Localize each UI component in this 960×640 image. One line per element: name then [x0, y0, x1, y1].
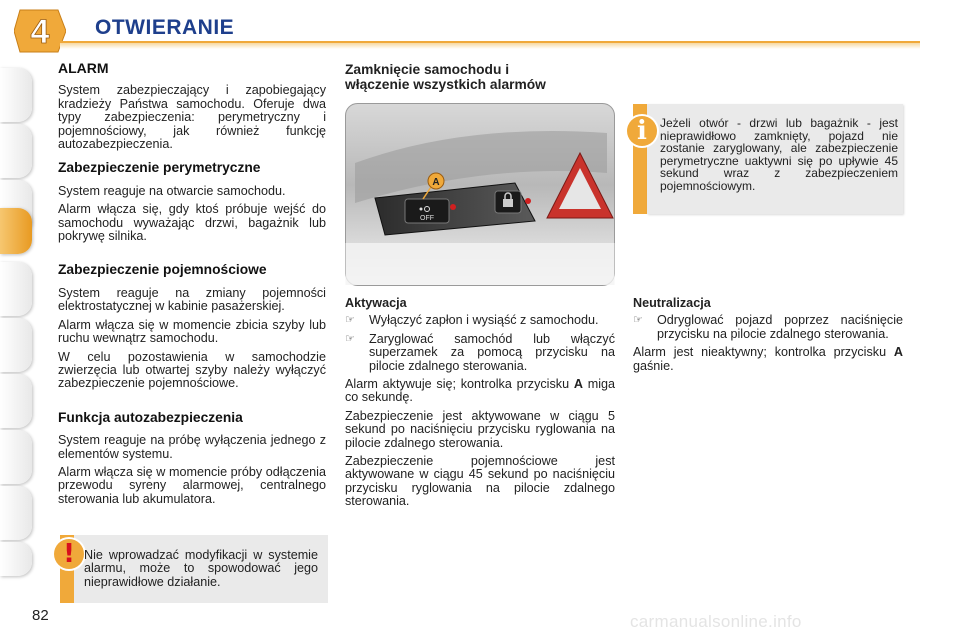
neutralization-heading: Neutralizacja [633, 296, 711, 310]
chapter-number-badge [14, 8, 66, 54]
activation-step-1-text: Wyłączyć zapłon i wysiąść z samochodu. [369, 313, 599, 328]
volumetric-text-3: W celu pozostawienia w samochodzie zwierzęcia lub otwartej szyby należy wyłączyć zabezpieczenie pojemnościowe. [58, 349, 326, 391]
autoprotect-text-1: System reaguje na próbę wyłączenia jednego z elementów systemu. [58, 433, 326, 461]
button-a-label: A [432, 177, 440, 188]
activation-status-text: Alarm aktywuje się; kontrolka przycisku A miga co sekundę. [345, 377, 616, 405]
warning-note [60, 535, 328, 603]
exclamation-icon: ! [54, 539, 84, 569]
lock-section-heading-line2: włączenie wszystkich alarmów [345, 77, 546, 92]
middle-column [345, 297, 615, 514]
chapter-number: 4 [30, 13, 50, 51]
chapter-tab-8[interactable] [0, 430, 32, 484]
off-label: OFF [420, 215, 434, 222]
chapter-tab-4-active[interactable] [0, 208, 32, 254]
autoprotect-heading: Funkcja autozabezpieczenia [58, 409, 243, 425]
activation-step-2 [345, 333, 615, 373]
info-text: Jeżeli otwór - drzwi lub bagażnik - jest nieprawidłowo zamknięty, pojazd nie zostanie zaryglowany, ale zabezpieczenie perymetryczne uaktywni się po upływie 45 sekund wraz z zabezpieczeniem pojemnościowym. [660, 116, 898, 193]
activation-step-2-text: Zaryglować samochód lub włączyć superzamek za pomocą przycisku na pilocie zdalnego sterowania. [369, 331, 615, 373]
volumetric-delay-text: Zabezpieczenie pojemnościowe jest aktywowane w ciągu 45 sekund po naciśnięciu przycisku ryglowania na pilocie zdalnego sterowania. [345, 454, 615, 509]
chapter-tab-6[interactable] [0, 318, 32, 372]
button-a-ref: A [893, 345, 903, 360]
left-column [58, 62, 326, 511]
right-column [633, 297, 903, 378]
alarm-intro: System zabezpieczający i zapobiegający kradzieży Państwa samochodu. Oferuje dwa typy zabezpieczenia: perymetryczny i pojemnościowy, jak również funkcję autozabezpieczenia. [58, 83, 326, 152]
autoprotect-text-2: Alarm włącza się w momencie próby odłączenia przewodu syreny alarmowej, centralnego sterowania lub akumulatora. [58, 464, 326, 506]
volumetric-text-1: System reaguje na zmiany pojemności elektrostatycznej w kabinie pasażerskiej. [58, 285, 326, 314]
volumetric-text-2: Alarm włącza się w momencie zbicia szyby lub ruchu wewnątrz samochodu. [58, 317, 326, 346]
page-number: 82 [32, 607, 49, 624]
neutralization-status-text: Alarm jest nieaktywny; kontrolka przycisku A gaśnie. [633, 345, 903, 373]
activation-heading: Aktywacja [345, 296, 407, 310]
activation-delay-text: Zabezpieczenie jest aktywowane w ciągu 5 sekund po naciśnięciu przycisku ryglowania na pilocie zdalnego sterowania. [345, 408, 615, 450]
middle-column-heading [345, 62, 615, 92]
chapter-tab-5[interactable] [0, 262, 32, 316]
info-note [633, 104, 901, 214]
neutralization-step [633, 314, 903, 341]
watermark: carmanualsonline.info [630, 612, 802, 631]
chapter-tab-7[interactable] [0, 374, 32, 428]
lock-section-heading-line1: Zamknięcie samochodu i [345, 62, 510, 77]
neutralization-step-text: Odryglować pojazd poprzez naciśnięcie przycisku na pilocie zdalnego sterowania. [657, 313, 903, 341]
alarm-heading: ALARM [58, 60, 109, 76]
alarm-button-photo [345, 103, 615, 286]
warning-text: Nie wprowadzać modyfikacji w systemie alarmu, może to spowodować jego nieprawidłowe działanie. [84, 548, 318, 589]
pointing-hand-icon: ☞ [345, 314, 355, 327]
perimeter-heading: Zabezpieczenie perymetryczne [58, 160, 261, 176]
pointing-hand-icon: ☞ [345, 332, 355, 345]
info-icon: i [627, 116, 657, 146]
chapter-tab-10[interactable] [0, 542, 32, 576]
chapter-tab-1[interactable] [0, 68, 32, 122]
page-title: OTWIERANIE [95, 16, 235, 39]
button-a-ref: A [573, 377, 583, 392]
perimeter-text-2: Alarm włącza się, gdy ktoś próbuje wejść do samochodu wyważając drzwi, bagażnik lub pokrywę silnika. [58, 202, 326, 244]
activation-step-1 [345, 314, 615, 327]
perimeter-text-1: System reaguje na otwarcie samochodu. [58, 183, 286, 198]
pointing-hand-icon: ☞ [633, 314, 643, 327]
chapter-tab-2[interactable] [0, 124, 32, 178]
chapter-tab-9[interactable] [0, 486, 32, 540]
volumetric-heading: Zabezpieczenie pojemnościowe [58, 262, 267, 278]
header-gradient [60, 43, 920, 49]
